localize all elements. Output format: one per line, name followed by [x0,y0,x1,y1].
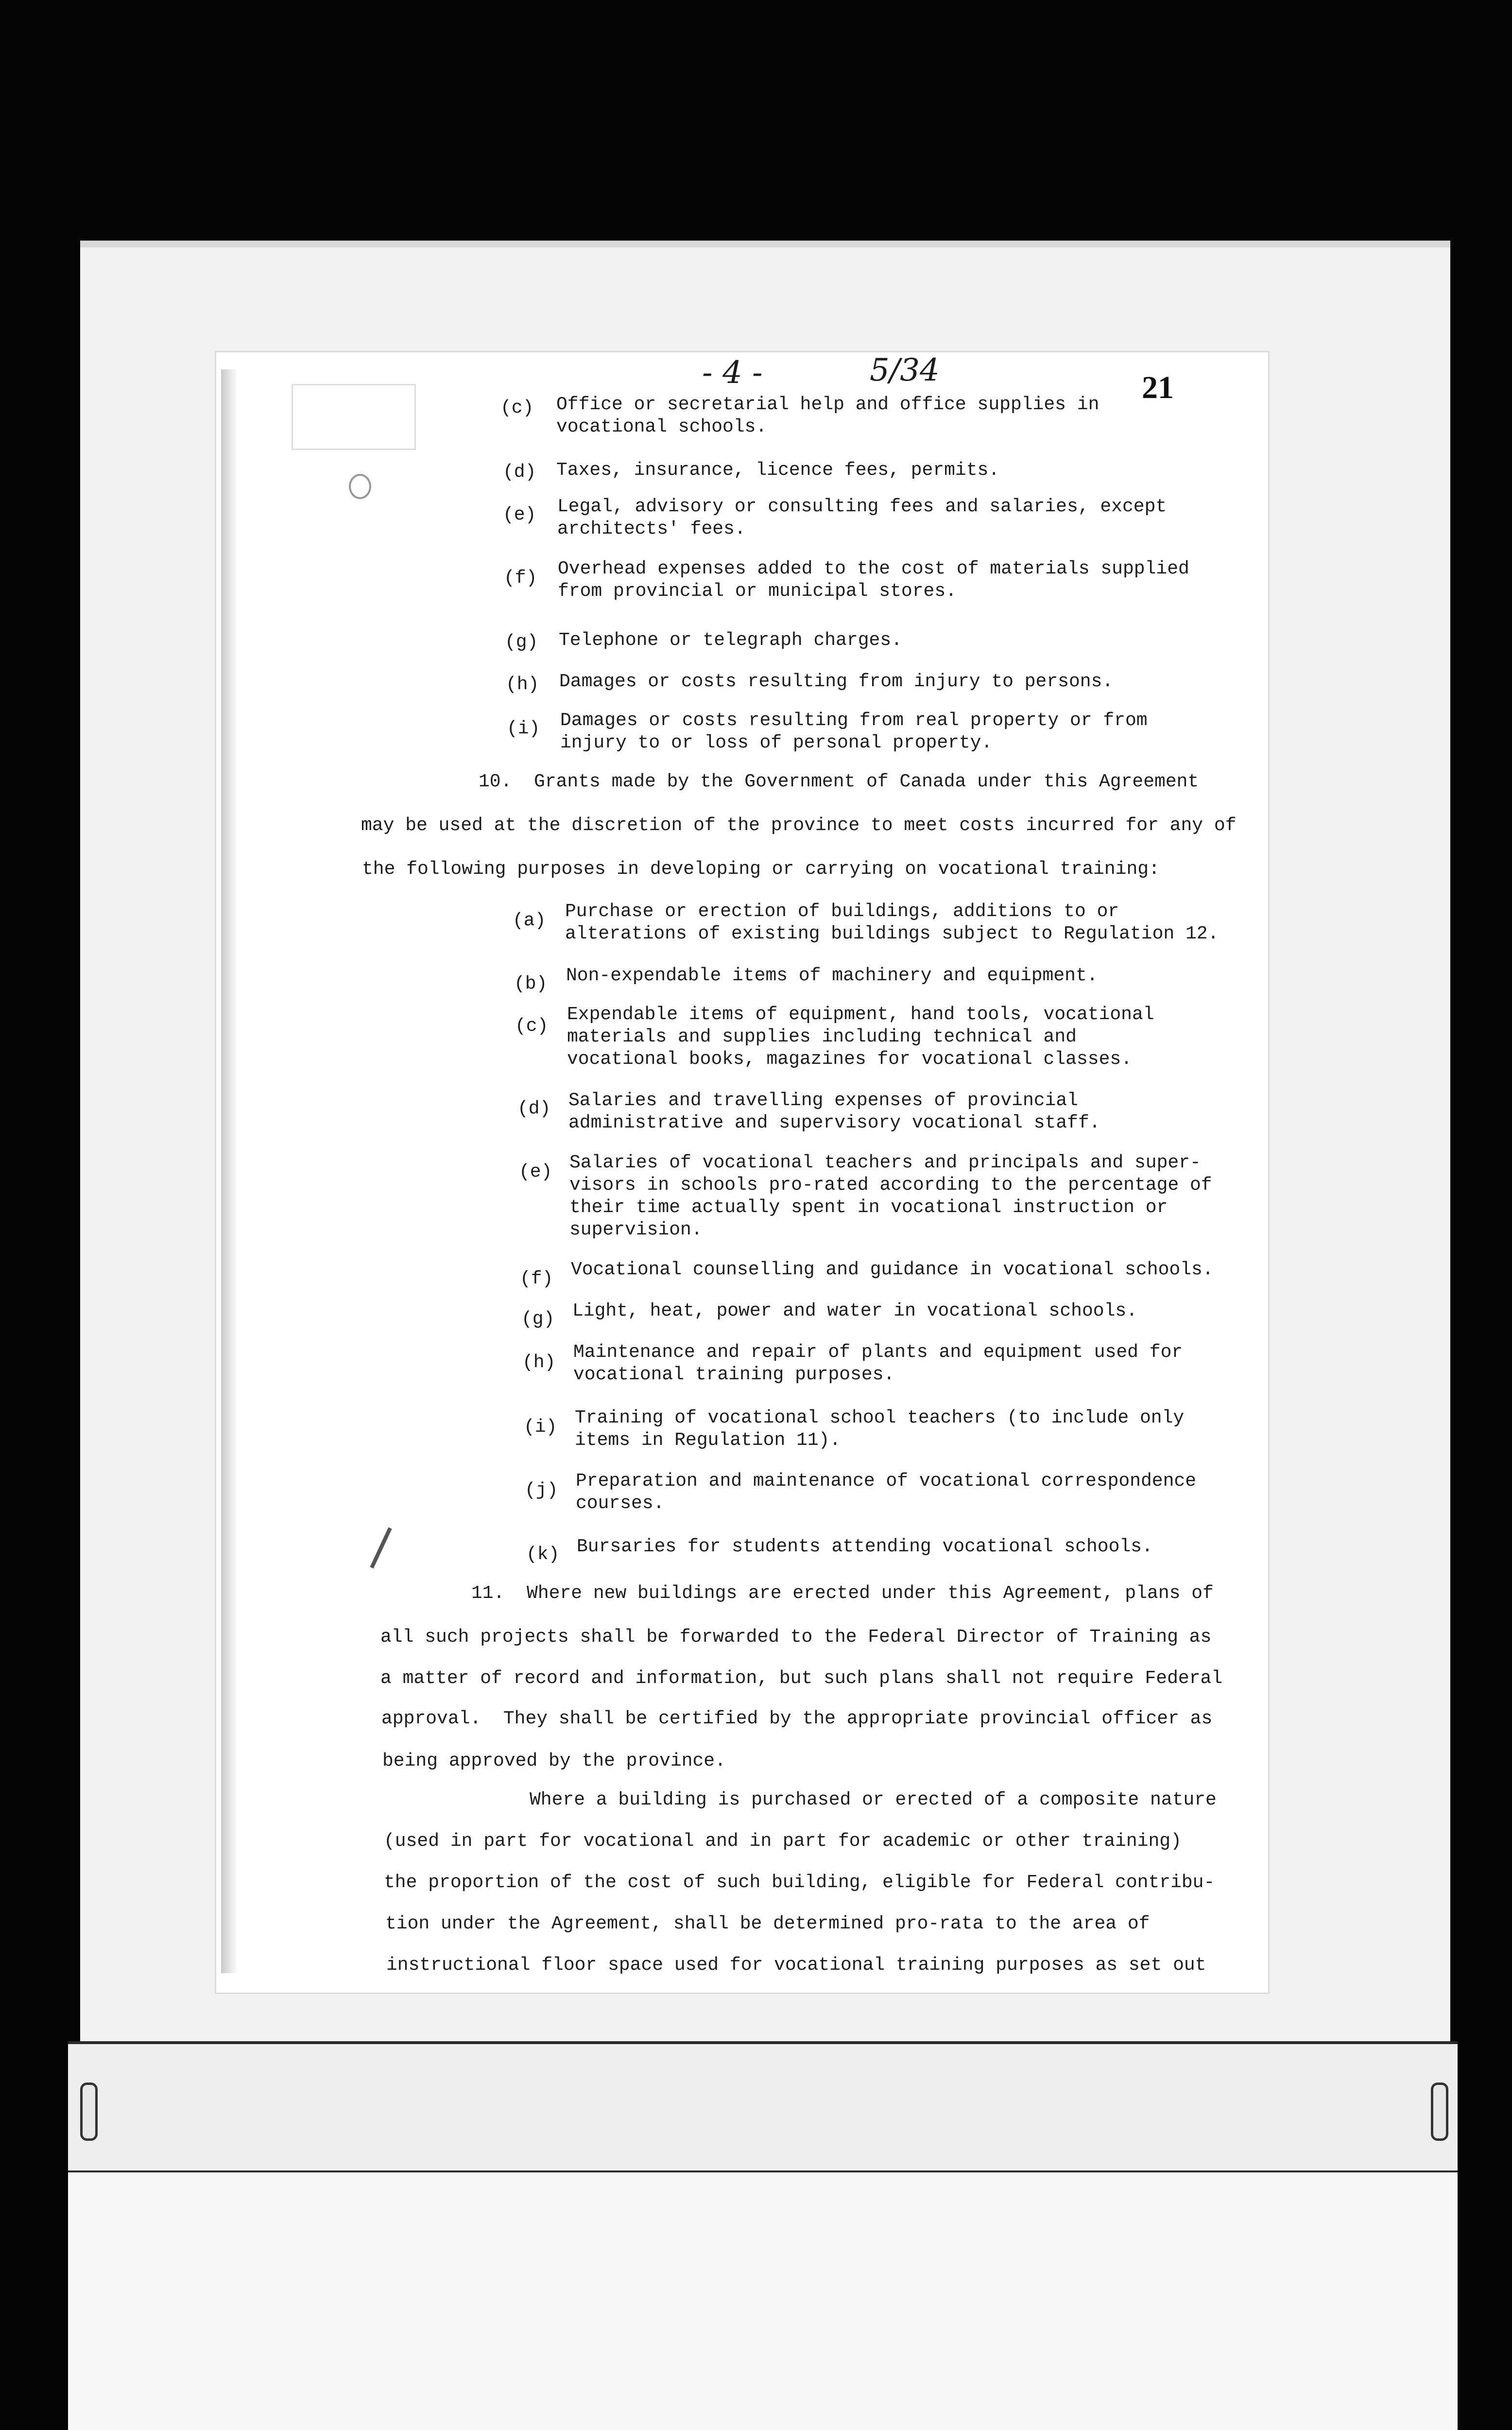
page-number: - 4 - [702,355,763,391]
list-item-text: Damages or costs resulting from real property or from injury to or loss of personal property. [560,710,1148,753]
list-item-text: Office or secretarial help and office supplies in vocational schools. [556,394,1100,437]
list-item-text: Non-expendable items of machinery and equipment. [566,965,1098,986]
para11-line1: 11. Where new buildings are erected under this Agreement, plans of [471,1583,1214,1604]
list-item-label: (f) [504,568,537,589]
list-item-label: (e) [519,1162,552,1182]
para10-line1: 10. Grants made by the Government of Canada under this Agreement [479,771,1199,792]
para10-line3: the following purposes in developing or carrying on vocational training: [362,859,1160,880]
binder-rivet-right [1431,2083,1448,2141]
list-item-label: (c) [515,1016,549,1037]
list-item-label: (g) [521,1309,555,1330]
para11-line4: approval. They shall be certified by the appropriate provincial officer as [381,1708,1213,1729]
para11-line2: all such projects shall be forwarded to the Federal Director of Training as [380,1627,1212,1648]
lower-sheet-area [68,2172,1458,2430]
faint-stamp-box [292,384,416,450]
list-item-text: Telephone or telegraph charges. [559,630,902,651]
folio-number: 21 [1142,370,1174,405]
list-item-label: (d) [503,462,536,483]
list-item-label: (h) [522,1352,556,1373]
list-item-text: Salaries of vocational teachers and principals and super- visors in schools pro-rated according to the percentage of their time actually spent in vocational instruction or supervision. [569,1152,1212,1240]
composite-line3: the proportion of the cost of such building, eligible for Federal contribu- [384,1872,1215,1893]
list-item-text: Training of vocational school teachers (to include only items in Regulation 11). [575,1407,1185,1451]
handwritten-reference-note: 5/34 [870,352,940,388]
list-item-label: (i) [507,718,540,739]
list-item-text: Maintenance and repair of plants and equipment used for vocational training purposes. [573,1342,1183,1385]
list-item-label: (j) [525,1480,558,1501]
list-item-label: (f) [520,1268,553,1289]
list-item-label: (h) [506,674,539,695]
list-item-text: Damages or costs resulting from injury to persons. [559,671,1114,692]
list-item-text: Vocational counselling and guidance in vocational schools. [571,1259,1214,1280]
punch-hole-mark [349,474,371,499]
list-item-text: Salaries and travelling expenses of provincial administrative and supervisory vocational staff. [568,1090,1100,1133]
list-item-text: Taxes, insurance, licence fees, permits. [556,460,1000,481]
list-item-text: Preparation and maintenance of vocational correspondence courses. [576,1471,1197,1514]
list-item-text: Expendable items of equipment, hand tools, vocational materials and supplies including technical and vocational books, magazines for vocational classes. [567,1004,1154,1070]
list-item-label: (i) [524,1417,557,1438]
list-item-label: (a) [513,910,546,931]
list-item-label: (c) [500,398,534,418]
list-item-text: Legal, advisory or consulting fees and salaries, except architects' fees. [557,496,1167,539]
list-item-label: (k) [526,1544,560,1565]
list-item-label: (g) [505,632,538,653]
list-item-text: Overhead expenses added to the cost of materials supplied from provincial or municipal stores. [558,558,1189,602]
list-item-label: (b) [514,973,548,994]
composite-line2: (used in part for vocational and in part for academic or other training) [384,1831,1182,1852]
composite-line1: Where a building is purchased or erected of a composite nature [530,1789,1217,1810]
list-item-label: (d) [517,1098,551,1119]
composite-line4: tion under the Agreement, shall be determined pro-rata to the area of [385,1913,1150,1934]
list-item-text: Purchase or erection of buildings, additions to or alterations of existing buildings subject to Regulation 12. [565,901,1219,944]
para10-line2: may be used at the discretion of the province to meet costs incurred for any of [361,815,1237,836]
composite-line5: instructional floor space used for vocational training purposes as set out [386,1955,1206,1976]
sheet-top-edge [80,241,1450,247]
page-curl-shadow [221,369,238,1973]
binder-rivet-left [80,2083,98,2141]
list-item-text: Light, heat, power and water in vocational schools. [572,1301,1137,1321]
list-item-label: (e) [503,504,536,525]
binder-band [68,2041,1458,2173]
para11-line3: a matter of record and information, but such plans shall not require Federal [380,1668,1223,1689]
list-item-text: Bursaries for students attending vocational schools. [577,1536,1153,1557]
para11-line5: being approved by the province. [382,1751,726,1771]
